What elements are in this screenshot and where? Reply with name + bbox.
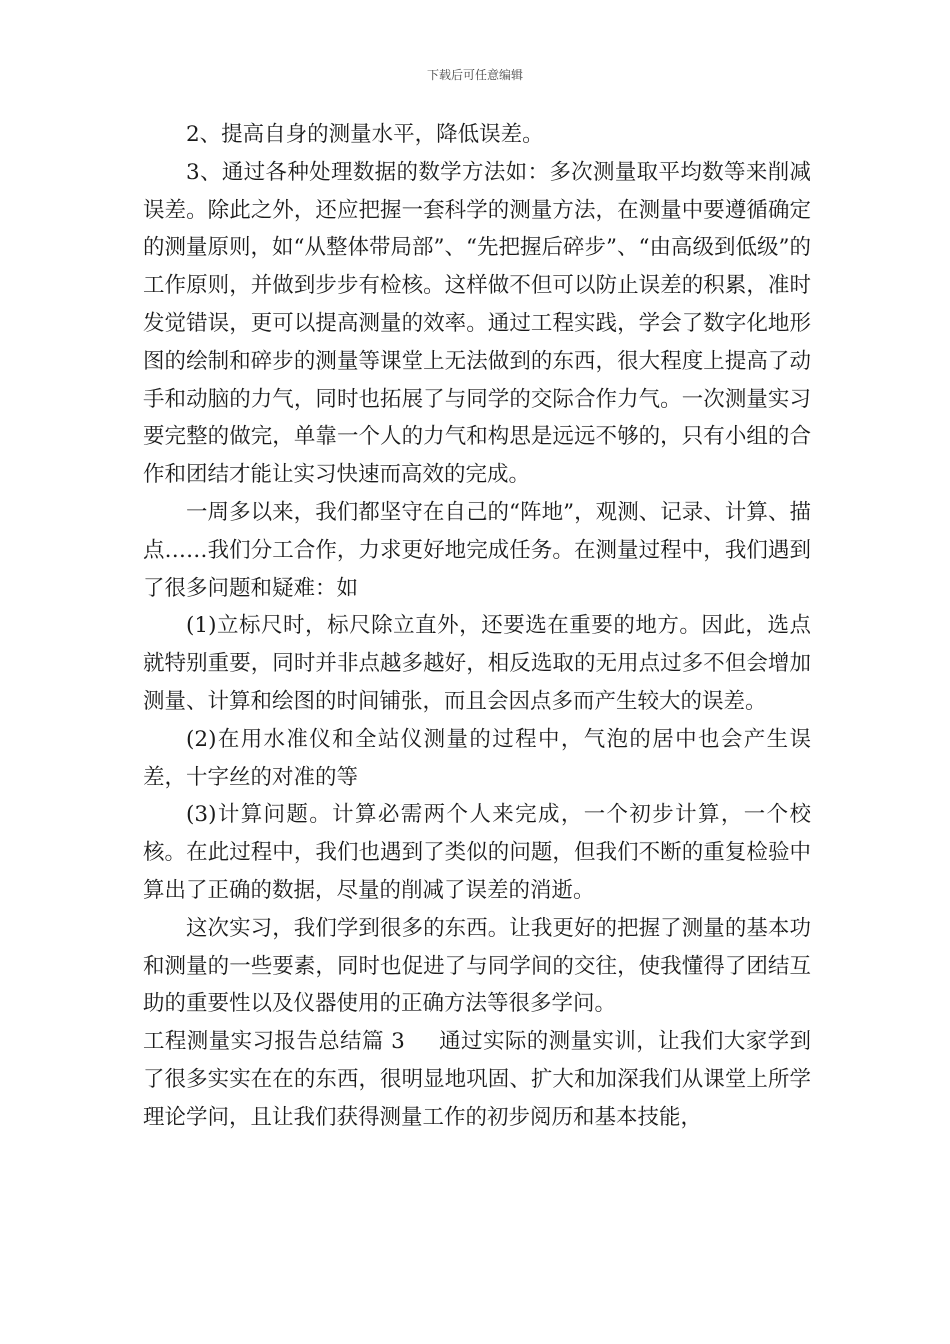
text-line: 一周多以来，我们都坚守在自己的“阵地”，观测、记录、计 [186, 499, 747, 525]
text-line: 与同学的交际合作力气。一次测量实习要完整的做完，单靠一个人 [143, 386, 811, 450]
text-line: 误差。 [702, 688, 767, 714]
text-line: 减误差。除此之外，还应把握一套科学的测量方法，在测量中要遵 [143, 159, 811, 223]
text-line: 2、提高自身的测量水平，降低误差。 [186, 122, 544, 147]
text-line: 以防止误差的积累，准时发觉错误，更可以提高测量的效率。通过 [143, 273, 811, 336]
text-line: 核。在此过程中，我们也遇到了类似的问题，但我们不断的重复检 [143, 840, 768, 866]
paragraph-section-3 [143, 1023, 811, 1136]
text-line: (3)计算问题。计算必需两个人来完成，一个初步计算，一个校 [186, 802, 811, 828]
text-line: 了团结互助的重要性以及仪器使用的正确方法等很多学问。 [143, 953, 811, 1017]
paragraph-week-summary [143, 494, 811, 607]
paragraph-point-3 [143, 154, 811, 494]
paragraph-point-2 [143, 116, 811, 154]
document-body [143, 116, 811, 1137]
text-line: 这次实习，我们学到很多的东西。让我更好的把握了测量的基 [186, 915, 768, 941]
text-line: 算、描点……我们分工合作，力求更好地完成任务。在测量过程中， [143, 499, 811, 563]
text-line: (2)在用水准仪和全站仪测量的过程中，气泡的居中也会产生误 [186, 726, 811, 752]
text-line: “由高级到低级”的工作原则，并做到步步有检核。这样做不但可 [143, 235, 812, 299]
text-line: 速而高效的完成。 [358, 462, 531, 488]
text-line: 堂上所学理论学问，且让我们获得测量工作的初步阅历和基本技能， [143, 1066, 811, 1130]
text-line: 3、通过各种处理数据的数学方法如：多次测量取平均数等来削 [186, 159, 790, 185]
paragraph-conclusion [143, 910, 811, 1023]
text-line: (1)立标尺时，标尺除立直外，还要选在重要的地方。因此，选 [186, 613, 790, 639]
text-line: 工程实践，学会了数字化地形图的绘制和碎步的测量等课堂上无法 [143, 310, 811, 374]
text-line: 循确定的测量原则，如“从整体带局部”、“先把握后碎步”、 [143, 197, 811, 261]
text-line: 的力气和构思是远远不够的，只有小组的合作和团结才能让实习快 [143, 424, 811, 488]
paragraph-issue-1 [143, 607, 811, 720]
text-line: 点就特别重要，同时并非点越多越好，相反选取的无用点过多不但 [143, 613, 811, 677]
section-heading: 工程测量实习报告总结篇 3 [143, 1029, 405, 1055]
text-line: 我们遇到了很多问题和疑难：如 [143, 537, 811, 601]
text-line: 差，十字丝的对准的等 [143, 764, 359, 790]
text-line: 验中算出了正确的数据，尽量的削减了误差的消逝。 [143, 840, 811, 903]
paragraph-issue-3 [143, 796, 811, 909]
text-line: 学到了很多实实在在的东西，很明显地巩固、扩大和加深我们从课 [143, 1029, 811, 1092]
text-line: 做到的东西，很大程度上提高了动手和动脑的力气，同时也拓展了 [143, 348, 811, 412]
page-header: 下载后可任意编辑 [426, 68, 523, 82]
text-line: 会增加测量、计算和绘图的时间铺张，而且会因点多而产生较大的 [143, 651, 811, 714]
text-line: 本功和测量的一些要素，同时也促进了与同学间的交往，使我懂得 [143, 915, 811, 979]
text-line: 通过实际的测量实训，让我们大家 [438, 1029, 768, 1055]
paragraph-issue-2 [143, 721, 811, 797]
